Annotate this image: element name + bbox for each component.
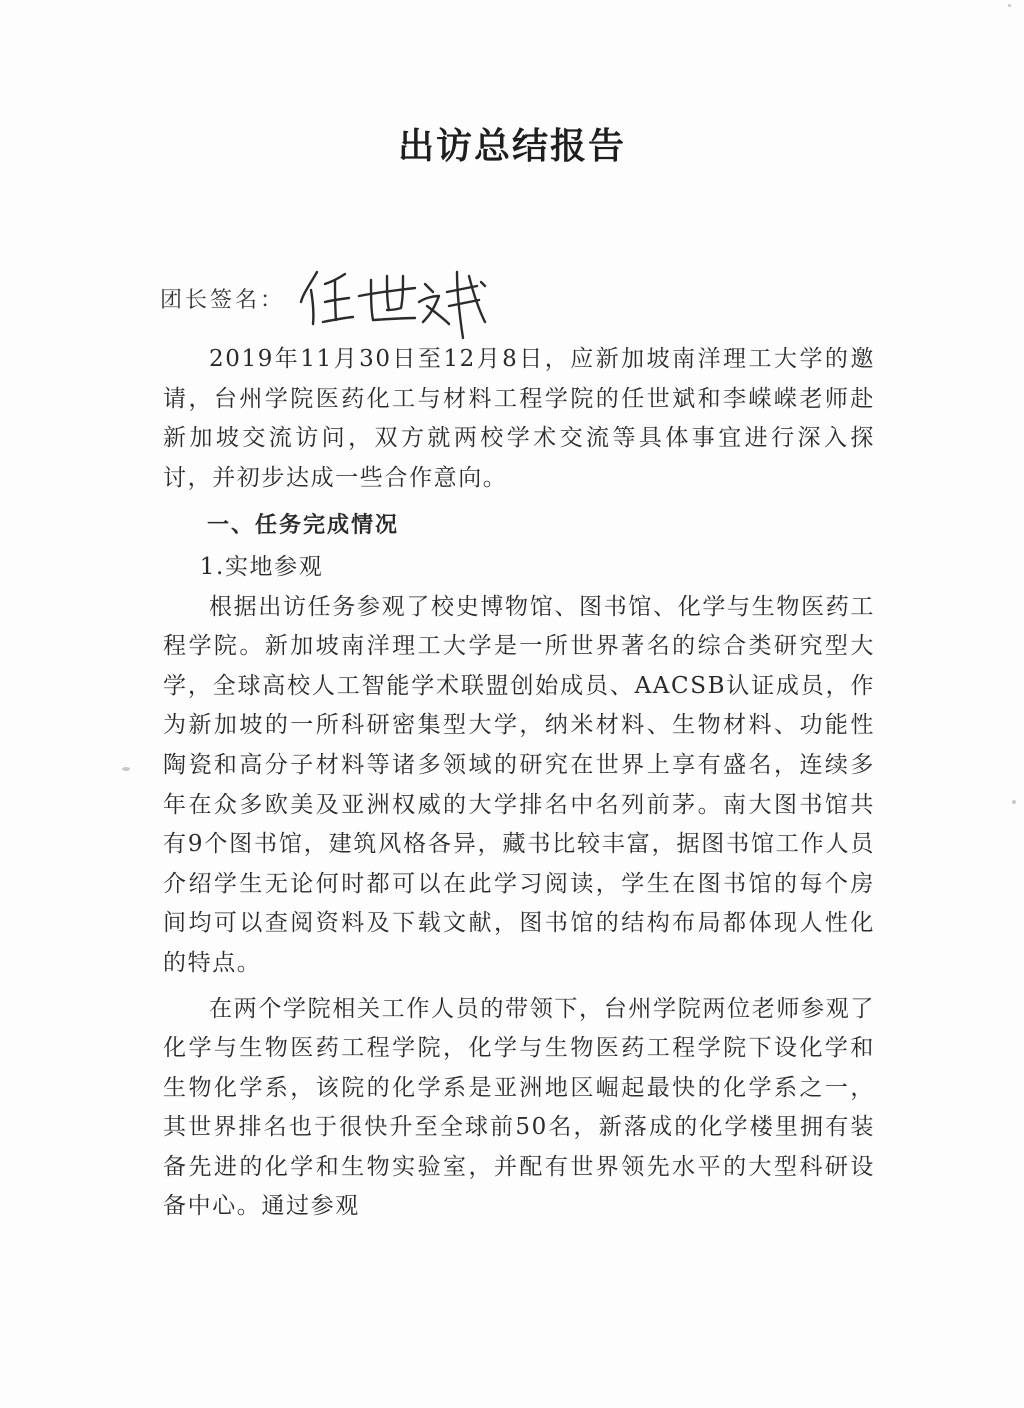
intro-paragraph: 2019年11月30日至12月8日，应新加坡南洋理工大学的邀请，台州学院医药化工与材料工程学院的任世斌和李嵘嵘老师赴新加坡交流访问，双方就两校学术交流等具体事宜进行深入探讨，并初步达成一些合作意向。: [163, 346, 875, 491]
signature-label: 团长签名：: [160, 287, 286, 313]
scan-speck: [1008, 4, 1011, 7]
scan-speck: [122, 767, 130, 771]
signature-row: [160, 258, 499, 338]
handwritten-signature: [299, 262, 499, 342]
document-title: 出访总结报告: [397, 126, 626, 167]
scan-speck: [1012, 800, 1016, 804]
site-visit-paragraph-2: 在两个学院相关工作人员的带领下，台州学院两位老师参观了化学与生物医药工程学院，化学与生物医药工程学院下设化学和生物化学系，该院的化学系是亚洲地区崛起最快的化学系之一，其世界排名也于很快升至全球前50名，新落成的化学楼里拥有装备先进的化学和生物实验室，并配有世界领先水平的大型科研设备中心。通过参观: [163, 995, 875, 1220]
subsection-heading-site-visit: 1.实地参观: [199, 553, 324, 580]
site-visit-paragraph-1: 根据出访任务参观了校史博物馆、图书馆、化学与生物医药工程学院。新加坡南洋理工大学是一所世界著名的综合类研究型大学，全球高校人工智能学术联盟创始成员、AACSB认证成员，作为新加坡的一所科研密集型大学，纳米材料、生物材料、功能性陶瓷和高分子材料等诸多领域的研究在世界上享有盛名，连续多年在众多欧美及亚洲权威的大学排名中名列前茅。南大图书馆共有9个图书馆，建筑风格各异，藏书比较丰富，据图书馆工作人员介绍学生无论何时都可以在此学习阅读，学生在图书馆的每个房间均可以查阅资料及下载文献，图书馆的结构布局都体现人性化的特点。: [163, 593, 875, 976]
section-heading-tasks: 一、任务完成情况: [207, 513, 400, 539]
document-body: [163, 340, 875, 1227]
